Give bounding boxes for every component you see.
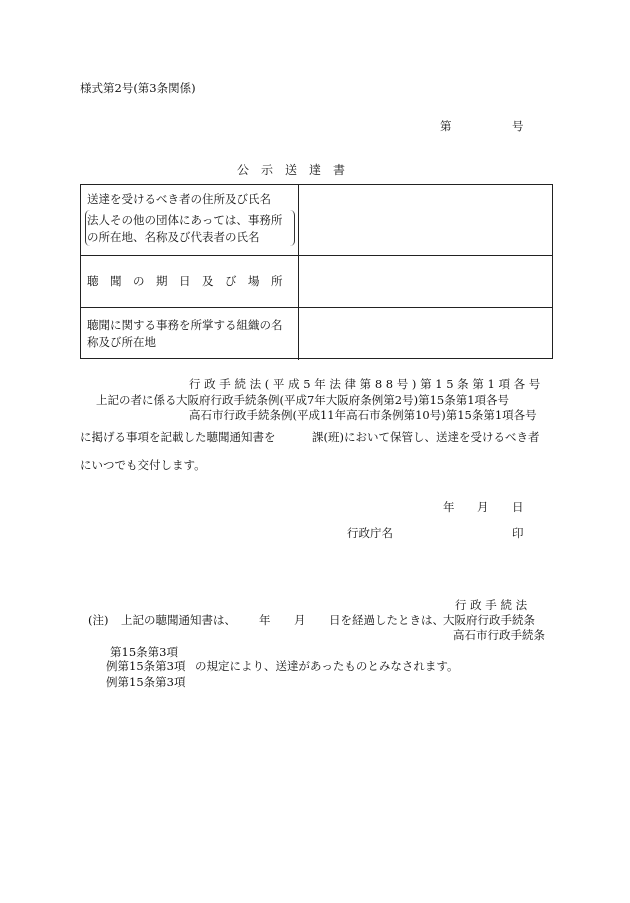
body-line-4b: 課(班)において保管し、送達を受けるべき者 [312, 430, 540, 444]
law-line-3: 高石市行政手続条例(平成11年高石市条例第10号)第15条第1項各号 [189, 408, 537, 422]
hearing-value-cell[interactable] [299, 256, 552, 307]
organization-label-line1: 聴聞に関する事務を所掌する組織の名 [87, 318, 283, 332]
agency-label: 行政庁名 [347, 526, 393, 540]
form-label: 様式第2号(第3条関係) [80, 81, 196, 95]
note-law-2: 大阪府行政手続条 [443, 613, 535, 627]
hearing-label: 聴 聞 の 期 日 及 び 場 所 [87, 274, 283, 288]
recipient-label-cell [81, 185, 299, 255]
number-prefix: 第 [440, 119, 452, 133]
body-lead: 上記の者に係る [96, 393, 177, 407]
body-line-5: にいつでも交付します。 [80, 458, 206, 472]
date-day: 日 [512, 500, 524, 514]
note-law-1: 行 政 手 続 法 [455, 598, 528, 612]
date-year: 年 [443, 500, 455, 514]
table-row-hearing [81, 256, 552, 308]
hearing-label-cell [81, 256, 299, 307]
recipient-note-line1: 法人その他の団体にあっては、事務所 [87, 213, 283, 227]
note-month: 月 [294, 613, 306, 627]
body-line-4a: に掲げる事項を記載した聴聞通知書を [80, 430, 276, 444]
note-sub-1: 第15条第3項 [110, 645, 178, 659]
note-sub-2: 例第15条第3項 [106, 659, 186, 673]
recipient-note-line2: の所在地、名称及び代表者の氏名 [87, 230, 260, 244]
note-sub-2-tail: の規定により、送達があったものとみなされます。 [195, 659, 459, 673]
table-row-organization [81, 308, 552, 360]
recipient-value-cell[interactable] [299, 185, 552, 255]
organization-value-cell[interactable] [299, 308, 552, 360]
note-year: 年 [259, 613, 271, 627]
organization-label-cell [81, 308, 299, 360]
note-text-b: 日を経過したときは、 [329, 613, 444, 627]
note-law-3: 高石市行政手続条 [453, 628, 545, 642]
date-month: 月 [477, 500, 489, 514]
table-row-recipient [81, 185, 552, 256]
law-line-2: 大阪府行政手続条例(平成7年大阪府条例第2号)第15条第1項各号 [176, 393, 510, 407]
number-suffix: 号 [512, 119, 524, 133]
organization-label-line2: 称及び所在地 [87, 335, 156, 349]
seal-mark: 印 [512, 526, 524, 540]
recipient-label: 送達を受けるべき者の住所及び氏名 [87, 192, 271, 206]
note-sub-3: 例第15条第3項 [106, 675, 186, 689]
law-line-1: 行 政 手 続 法 ( 平 成 5 年 法 律 第 8 8 号 ) 第 1 5 条 第 1 項 各 号 [189, 377, 541, 391]
note-label: (注) [88, 613, 109, 627]
note-text-a: 上記の聴聞通知書は、 [121, 613, 236, 627]
document-title: 公 示 送 達 書 [237, 163, 346, 177]
info-table [80, 184, 553, 359]
